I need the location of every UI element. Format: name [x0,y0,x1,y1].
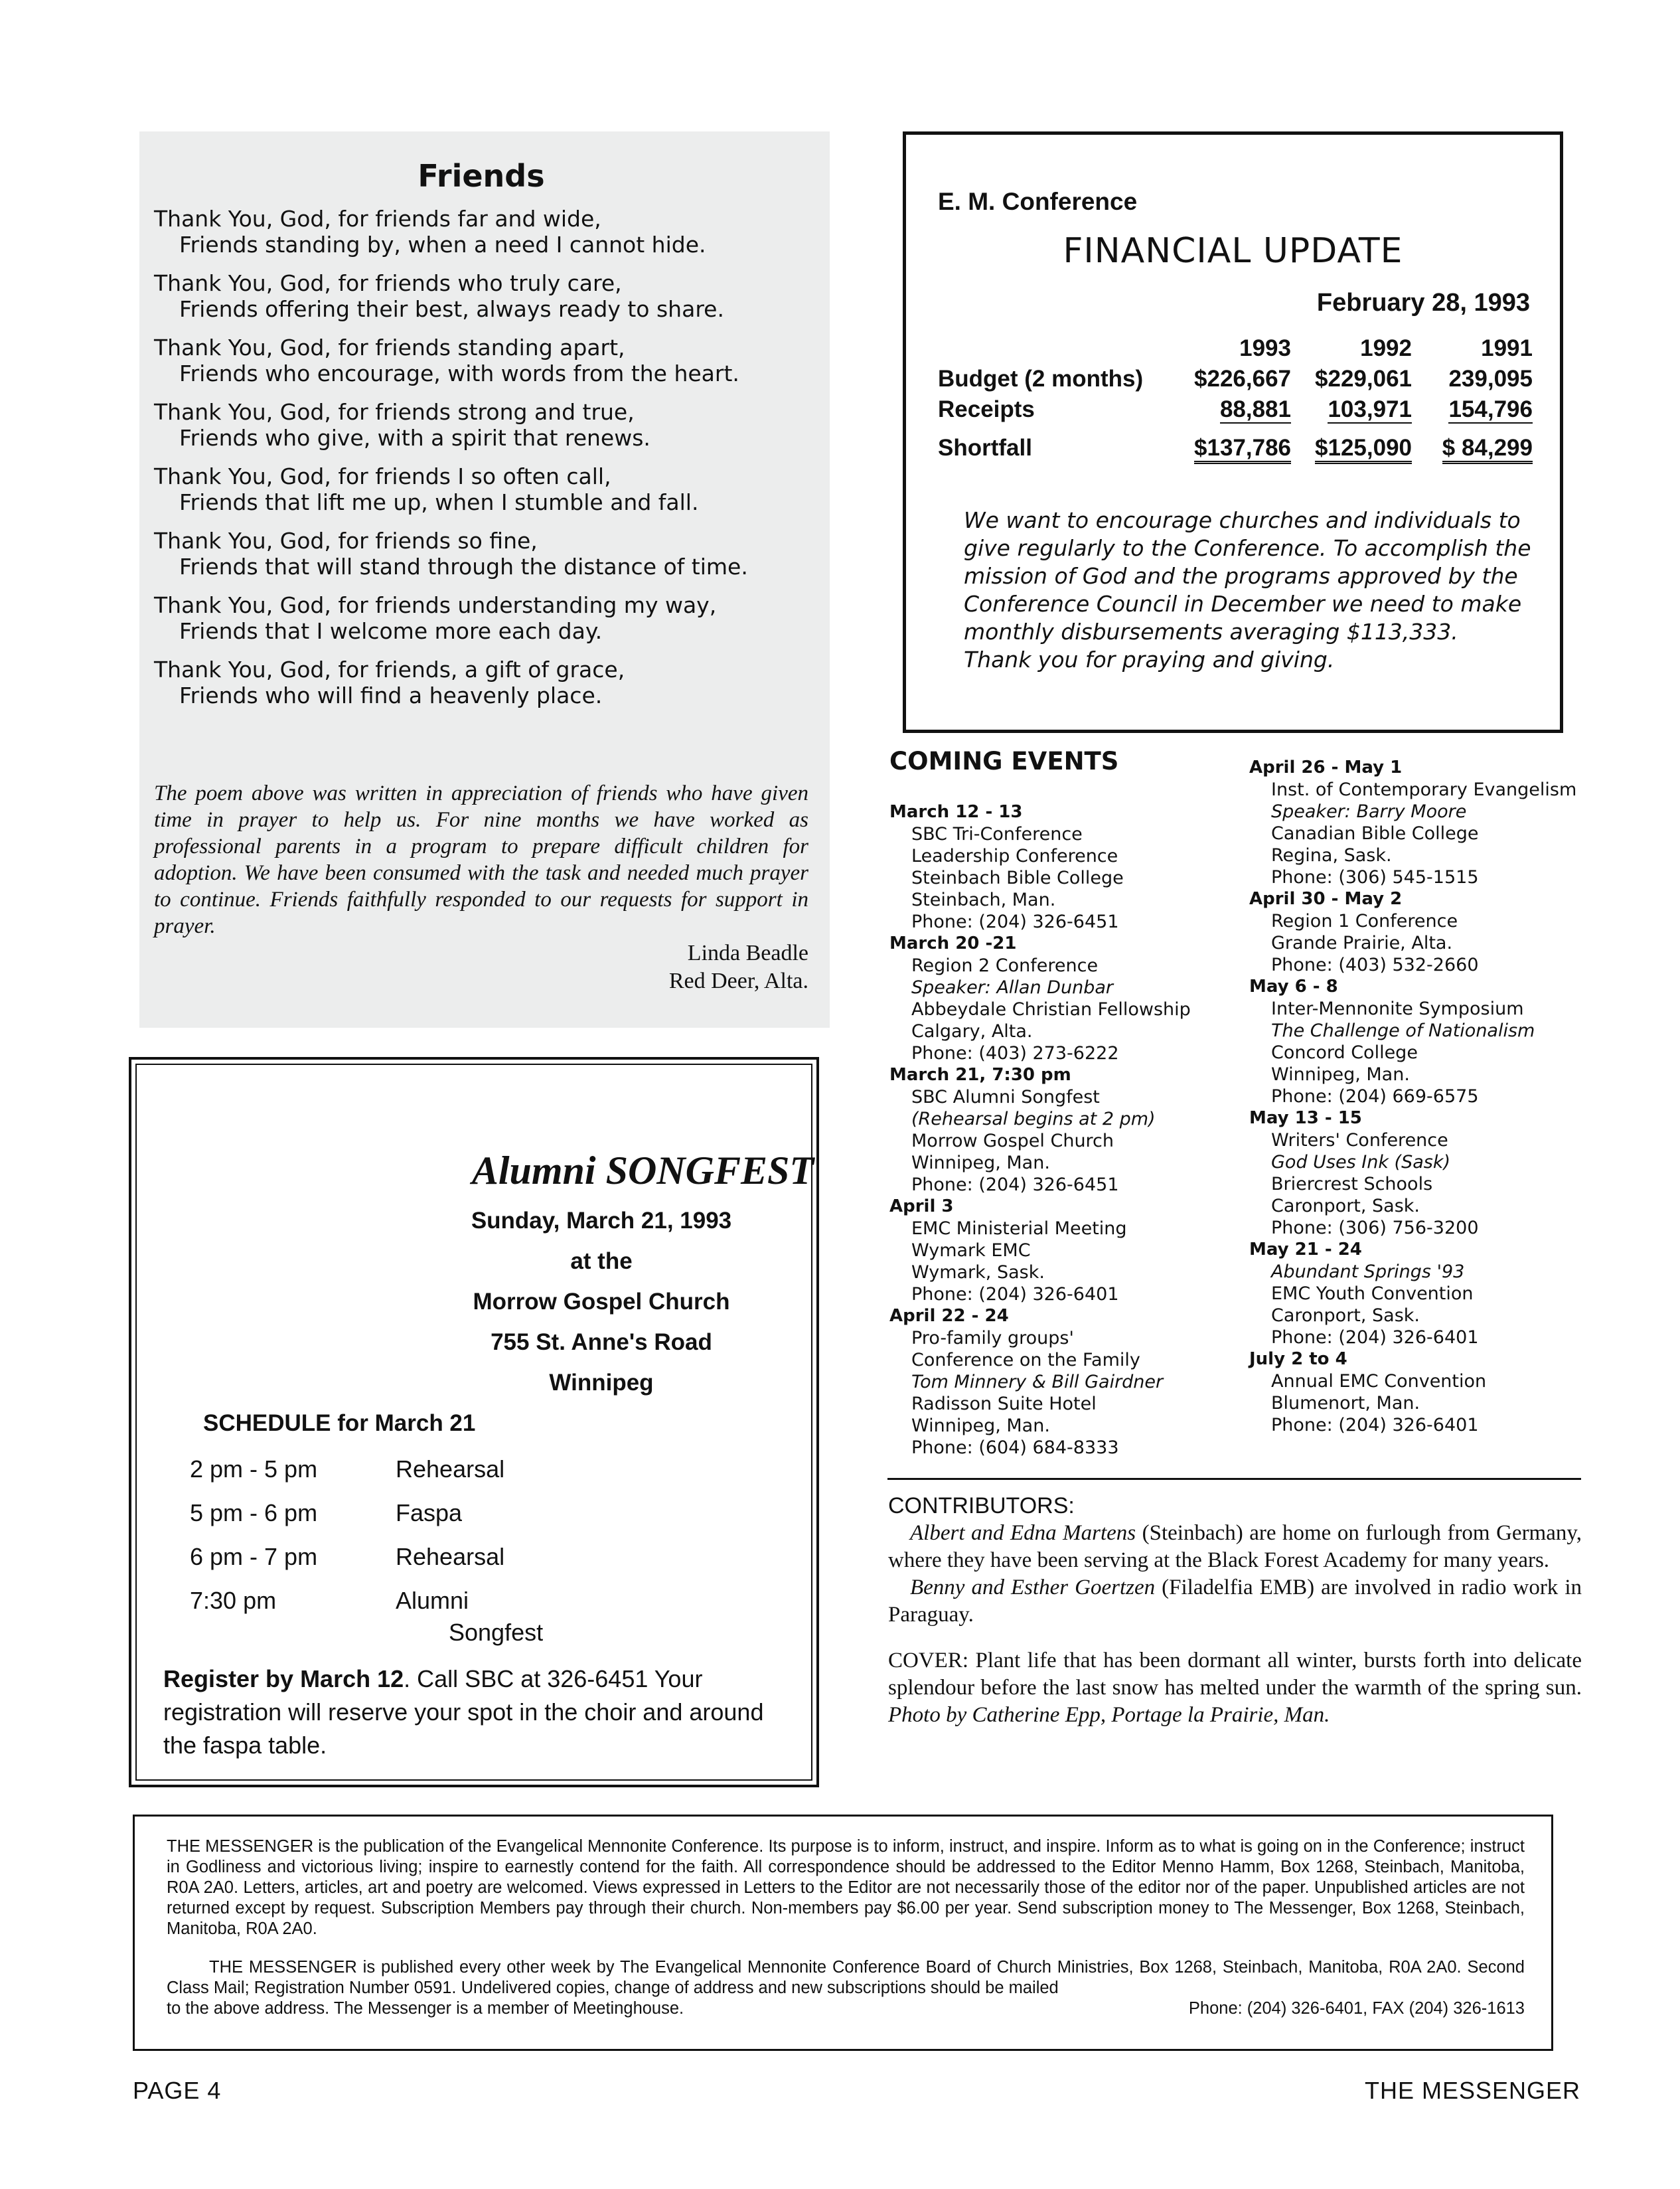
contributor-names: Benny and Esther Goertzen [910,1576,1156,1599]
event-detail: The Challenge of Nationalism [1271,1020,1535,1041]
event-detail: Radisson Suite Hotel [911,1394,1097,1414]
poem-note: The poem above was written in appreciation of friends who have given time in prayer to help us. For nine months we have worked as professional parents in a program to prepare difficult children for adoption. We have been consumed with the task and needed much prayer to continue. Friends faithfully responded to our requests for support in prayer. [154,781,808,938]
cover-photo-credit: Photo by Catherine Epp, Portage la Prairie, Man. [888,1703,1330,1727]
event-date: April 26 - May 1 [1249,758,1403,777]
event-detail: Winnipeg, Man. [911,1153,1050,1173]
year-header: 1993 [1239,335,1291,361]
event-detail: Caronport, Sask. [1271,1196,1420,1216]
event-detail: Abbeydale Christian Fellowship [911,999,1191,1020]
cell-value: $125,090 [1291,426,1412,464]
songfest-address: 755 St. Anne's Road [491,1329,712,1355]
poem-line: Thank You, God, for friends, a gift of grace, [154,657,625,683]
event-detail: Briercrest Schools [1271,1174,1433,1194]
poem-line: Thank You, God, for friends so fine, [154,528,538,554]
masthead-box [133,1815,1553,2051]
event-date: March 21, 7:30 pm [889,1065,1071,1085]
event-detail: Speaker: Barry Moore [1271,801,1467,822]
schedule-time: 2 pm - 5 pm [190,1455,318,1483]
event-detail: Annual EMC Convention [1271,1371,1487,1392]
financial-year-row [938,334,1533,365]
schedule-row [190,1455,504,1483]
poem-stanza [154,270,808,322]
publication-name: THE MESSENGER [1364,2077,1580,2104]
schedule-row [190,1543,504,1571]
contributor-names: Albert and Edna Martens [910,1521,1136,1545]
event-detail: Caronport, Sask. [1271,1305,1420,1326]
poem-line: Thank You, God, for friends understanding my way, [154,592,717,618]
poem-line: Thank You, God, for friends I so often call, [154,463,611,489]
coming-events-right-column [1249,757,1594,1436]
event-detail: (Rehearsal begins at 2 pm) [911,1109,1156,1129]
row-label: Budget (2 months) [938,366,1144,392]
coming-events-title: COMING EVENTS [889,747,1119,775]
event-detail: Phone: (306) 545-1515 [1271,867,1479,888]
cell-value: 88,881 [1219,396,1291,422]
event-detail: God Uses Ink (Sask) [1271,1152,1450,1173]
poem-title: Friends [418,158,545,194]
poem-line: Friends that I welcome more each day. [179,618,603,644]
poem-stanza [154,528,808,580]
coming-events-left-column [889,801,1261,1459]
poem-line: Thank You, God, for friends far and wide, [154,206,601,232]
masthead-last-line [167,1998,1525,2019]
register-deadline: Register by March 12 [163,1665,404,1692]
songfest-inner-frame [135,1064,812,1781]
event-detail: Steinbach Bible College [911,868,1124,888]
year-header: 1992 [1360,335,1412,361]
financial-message-text: We want to encourage churches and individuals to give regularly to the Conference. To accomplish the mission of God and the programs approved by the Conference Council in December we need to make monthly disbursements averaging $113,333. [964,507,1531,645]
event-detail: Phone: (204) 669-6575 [1271,1086,1479,1107]
event-detail: Steinbach, Man. [911,890,1056,910]
poem-line: Friends who give, with a spirit that renews. [179,425,650,451]
poem-author-location: Red Deer, Alta. [668,969,808,993]
contributors-heading: CONTRIBUTORS: [888,1493,1075,1518]
shortfall-row [938,426,1533,464]
cell-value: $226,667 [1194,366,1291,392]
budget-row [938,365,1533,395]
songfest-city: Winnipeg [549,1370,654,1396]
event-date: March 20 -21 [889,933,1017,953]
event-date: May 13 - 15 [1249,1108,1362,1128]
page-number: PAGE 4 [133,2077,222,2104]
schedule-heading: SCHEDULE for March 21 [203,1410,476,1436]
event-detail: Inter-Mennonite Symposium [1271,999,1524,1019]
financial-update-box [903,131,1563,733]
event-date: March 12 - 13 [889,802,1023,822]
event-detail: Phone: (403) 532-2660 [1271,955,1479,975]
event-detail: Inst. of Contemporary Evangelism [1271,779,1577,800]
event-detail: Speaker: Allan Dunbar [911,977,1113,998]
cell-value: 103,971 [1328,396,1412,422]
financial-thanks: Thank you for praying and giving. [964,647,1335,673]
schedule-activity-continued: Songfest [449,1619,544,1646]
event-detail: Pro-family groups' [911,1328,1074,1348]
event-detail: Phone: (204) 326-6451 [911,912,1119,932]
masthead-publisher: THE MESSENGER is published every other week by The Evangelical Mennonite Conference Board of Church Ministries, Box 1268, Steinbach, Manitoba, R0A 2A0. Second Class Mail; Registration Number 0591. Undelivered copies, change of address and new subscriptions should be mailed [167,1958,1525,1997]
event-detail: Concord College [1271,1042,1418,1063]
event-detail: SBC Alumni Songfest [911,1087,1100,1107]
event-detail: Regina, Sask. [1271,845,1392,866]
schedule-activity: Faspa [396,1499,463,1526]
event-detail: Tom Minnery & Bill Gairdner [911,1372,1164,1392]
financial-title: FINANCIAL UPDATE [1063,231,1403,271]
poem-line: Friends who will find a heavenly place. [179,683,603,708]
songfest-venue: Morrow Gospel Church [473,1289,730,1315]
event-detail: Phone: (204) 326-6451 [911,1175,1119,1195]
poem-stanza [154,657,808,708]
cell-value: 154,796 [1448,396,1533,422]
event-detail: Winnipeg, Man. [911,1416,1050,1436]
event-date: April 3 [889,1196,954,1216]
financial-message [936,507,1540,674]
cell-value: 239,095 [1448,366,1533,392]
section-divider [887,1478,1581,1480]
poem-stanzas [154,206,808,708]
schedule-time: 5 pm - 6 pm [190,1499,318,1526]
event-detail: Abundant Springs '93 [1271,1261,1465,1282]
songfest-date: Sunday, March 21, 1993 [471,1208,732,1234]
poem-line: Thank You, God, for friends strong and true, [154,399,635,425]
cover-label: COVER: [888,1649,969,1672]
contributor-entry: Benny and Esther Goertzen (Filadelfia EMB) are involved in radio work in Paraguay. [888,1576,1582,1627]
songfest-box [129,1057,819,1787]
poem-stanza [154,335,808,386]
contributors-section [888,1493,1582,1729]
event-detail: Conference on the Family [911,1350,1140,1370]
songfest-at: at the [570,1248,633,1274]
poem-stanza [154,399,808,451]
event-detail: Phone: (306) 756-3200 [1271,1218,1479,1238]
event-detail: Writers' Conference [1271,1130,1448,1151]
row-label: Receipts [938,396,1035,422]
event-detail: Phone: (403) 273-6222 [911,1043,1119,1064]
event-detail: Wymark, Sask. [911,1262,1045,1283]
event-detail: Morrow Gospel Church [911,1131,1114,1151]
masthead-phone: Phone: (204) 326-6401, FAX (204) 326-1613 [1188,1999,1525,2018]
schedule-row [190,1499,462,1527]
event-detail: Region 1 Conference [1271,911,1458,932]
poem-line: Friends standing by, when a need I cannot hide. [179,232,706,258]
event-detail: Phone: (204) 326-6401 [911,1284,1119,1305]
event-detail: Phone: (204) 326-6401 [1271,1327,1479,1348]
event-detail: EMC Ministerial Meeting [911,1218,1127,1239]
poem-author: Linda Beadle [687,941,808,965]
event-detail: Winnipeg, Man. [1271,1064,1410,1085]
poem-line: Thank You, God, for friends who truly care, [154,270,622,296]
schedule-activity: Rehearsal [396,1543,505,1570]
event-date: May 21 - 24 [1249,1240,1362,1259]
row-label: Shortfall [938,435,1032,461]
schedule-activity: Alumni [396,1587,469,1614]
schedule-row [190,1587,469,1615]
cell-value: $ 84,299 [1412,426,1533,464]
event-detail: Grande Prairie, Alta. [1271,933,1453,953]
event-detail: SBC Tri-Conference [911,824,1083,845]
event-date: July 2 to 4 [1249,1349,1347,1369]
event-detail: Phone: (204) 326-6401 [1271,1415,1479,1435]
event-detail: Phone: (604) 684-8333 [911,1437,1119,1458]
financial-table [938,334,1533,464]
contributor-entry: Albert and Edna Martens (Steinbach) are home on furlough from Germany, where they have been serving at the Black Forest Academy for many years. [888,1521,1582,1572]
friends-poem-panel [139,131,830,1028]
event-detail: Blumenort, Man. [1271,1393,1420,1414]
event-detail: Canadian Bible College [1271,823,1479,844]
event-detail: Calgary, Alta. [911,1021,1033,1042]
cover-caption: COVER: Plant life that has been dormant all winter, bursts forth into delicate splendour before the last snow has melted under the warmth of the spring sun. Photo by Catherine Epp, Portage la Prairie, Man. [888,1649,1582,1727]
poem-stanza [154,206,808,258]
poem-line: Friends that will stand through the distance of time. [179,554,748,580]
event-detail: Wymark EMC [911,1240,1031,1261]
financial-date: February 28, 1993 [1316,289,1530,317]
receipts-row [938,395,1533,426]
event-date: April 22 - 24 [889,1306,1009,1326]
event-detail: Region 2 Conference [911,955,1099,976]
poem-line: Friends who encourage, with words from the heart. [179,361,739,386]
event-detail: Leadership Conference [911,846,1118,866]
schedule-activity: Rehearsal [396,1455,505,1483]
cell-value: $229,061 [1315,366,1412,392]
masthead-membership: to the above address. The Messenger is a member of Meetinghouse. [167,1999,684,2018]
schedule-time: 6 pm - 7 pm [190,1543,318,1570]
songfest-title: Alumni SONGFEST [471,1149,814,1192]
poem-stanza [154,463,808,515]
poem-line: Friends that lift me up, when I stumble and fall. [179,489,699,515]
event-date: May 6 - 8 [1249,977,1338,997]
cell-value: $137,786 [1170,426,1291,464]
poem-stanza [154,592,808,644]
event-date: April 30 - May 2 [1249,889,1403,909]
financial-org: E. M. Conference [938,188,1138,215]
masthead-purpose: THE MESSENGER is the publication of the Evangelical Mennonite Conference. Its purpose is to inform, instruct, and inspire. Inform as to what is going on in the Conference; instruct in Godliness and victorious living; inspire to earnestly contend for the faith. All correspondence should be addressed to the Editor Menno Hamm, Box 1268, Steinbach, Manitoba, R0A 2A0. Letters, articles, art and poetry are welcomed. Views expressed in Letters to the Editor are not necessarily those of the editor nor of the paper. Unpublished articles are not returned except by request. Subscription Members pay through their church. Non-members pay $6.00 per year. Send subscription money to The Messenger, Box 1268, Steinbach, Manitoba, R0A 2A0. [167,1837,1525,1938]
register-text: . Call SBC at 326-6451 Your registration will reserve your spot in the choir and around the faspa table. [163,1665,764,1759]
schedule-time: 7:30 pm [190,1587,277,1614]
event-detail: EMC Youth Convention [1271,1283,1474,1304]
poem-line: Friends offering their best, always ready to share. [179,296,724,322]
registration-note [163,1662,801,1762]
poem-line: Thank You, God, for friends standing apart, [154,335,625,361]
year-header: 1991 [1481,335,1533,361]
